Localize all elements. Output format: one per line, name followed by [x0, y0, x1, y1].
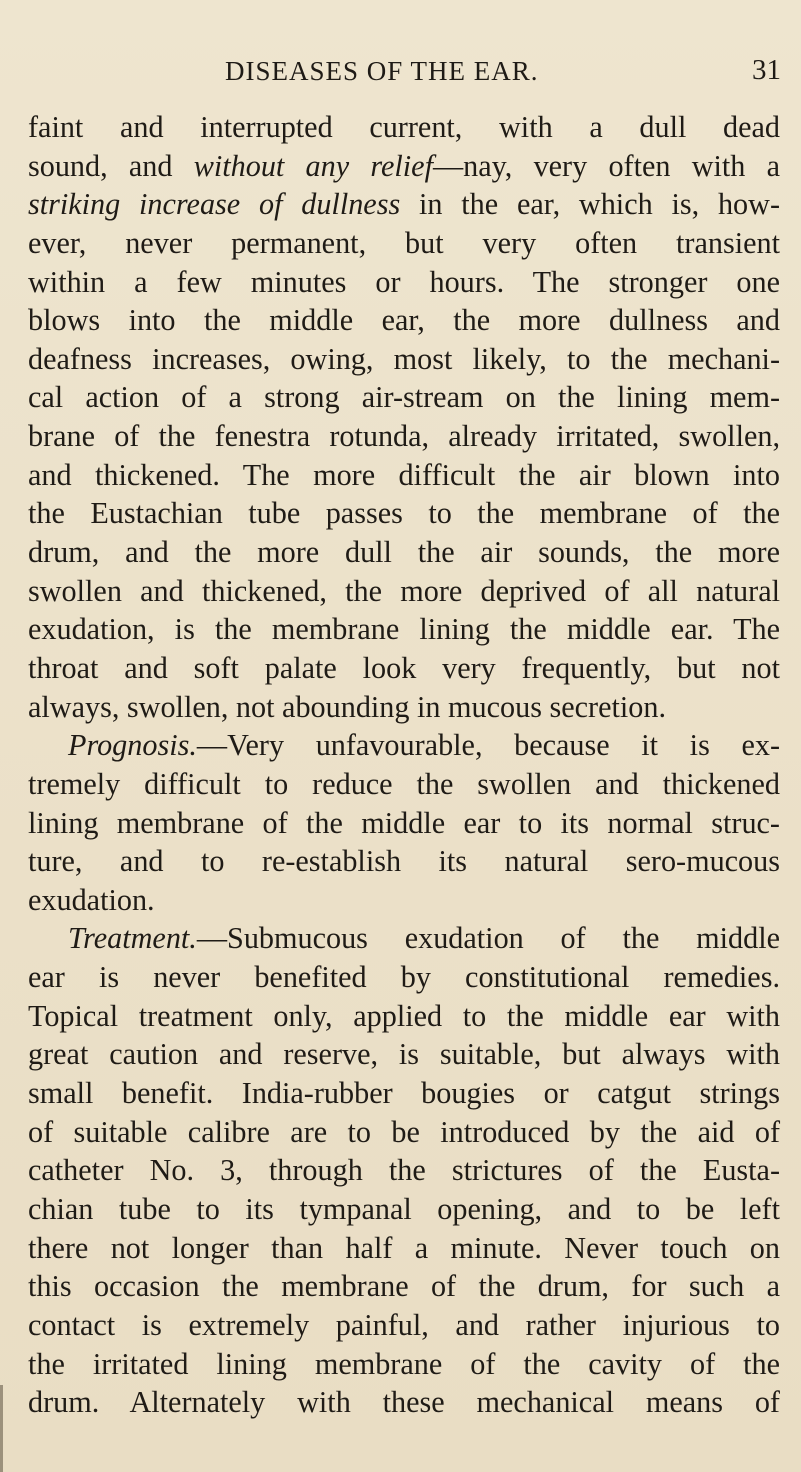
running-head: DISEASES OF THE EAR. — [225, 56, 539, 86]
italic-phrase: without any relief — [193, 148, 433, 183]
text-line: blows into the middle ear, the more dullness and — [28, 303, 780, 338]
text-line: small benefit. India-rubber bougies or catgut strings — [28, 1076, 780, 1111]
text-line: cal action of a strong air-stream on the lining mem- — [28, 380, 780, 415]
text-line: there not longer than half a minute. Never touch on — [28, 1230, 780, 1265]
text-line: tremely difficult to reduce the swollen and thickened — [28, 766, 780, 801]
text-line: sound, and without any relief—nay, very often with a — [28, 148, 781, 183]
text-line: deafness increases, owing, most likely, to the mechani- — [28, 341, 780, 376]
text-line: faint and interrupted current, with a dull dead — [28, 110, 780, 144]
prognosis-heading: Prognosis. — [68, 728, 197, 763]
page-number: 31 — [752, 54, 781, 86]
text-line: striking increase of dullness in the ear, which is, how- — [28, 187, 780, 222]
text-line: Topical treatment only, applied to the middle ear with — [28, 998, 780, 1033]
text-line: throat and soft palate look very frequently, but not — [28, 650, 780, 685]
text-line: lining membrane of the middle ear to its normal struc- — [28, 805, 780, 840]
text-line: ture, and to re-establish its natural sero-mucous — [28, 844, 780, 879]
italic-phrase: striking increase of dullness — [28, 187, 401, 222]
text-line: drum, and the more dull the air sounds, the more — [28, 535, 780, 570]
page-header — [0, 56, 801, 96]
text-line: contact is extremely painful, and rather injurious to — [28, 1307, 780, 1342]
text-line: within a few minutes or hours. The stronger one — [28, 264, 780, 299]
text-line: brane of the fenestra rotunda, already irritated, swollen, — [28, 419, 780, 454]
text-line: great caution and reserve, is suitable, but always with — [28, 1037, 780, 1072]
text-line: the Eustachian tube passes to the membrane of the — [28, 496, 780, 531]
text-line: this occasion the membrane of the drum, for such a — [28, 1269, 780, 1304]
treatment-heading: Treatment. — [68, 921, 197, 956]
text-line: chian tube to its tympanal opening, and to be left — [28, 1191, 780, 1226]
text-line: of suitable calibre are to be introduced by the aid of — [28, 1114, 780, 1149]
text-line: and thickened. The more difficult the air blown into — [28, 457, 780, 492]
text-line: the irritated lining membrane of the cavity of the — [28, 1346, 780, 1381]
text-line: catheter No. 3, through the strictures of the Eusta- — [28, 1153, 780, 1188]
text-line: always, swollen, not abounding in mucous secretion. — [28, 689, 667, 724]
text-line: swollen and thickened, the more deprived of all natural — [28, 573, 780, 608]
page-edge-shadow — [0, 1385, 3, 1472]
prognosis-heading-line: Prognosis.—Very unfavourable, because it is ex- — [68, 728, 780, 763]
text-line: exudation, is the membrane lining the middle ear. The — [28, 612, 780, 647]
text-line: drum. Alternately with these mechanical means of — [28, 1385, 780, 1420]
treatment-heading-line: Treatment.—Submucous exudation of the middle — [68, 921, 780, 956]
text-line: ever, never permanent, but very often transient — [28, 225, 780, 260]
text-line: exudation. — [28, 882, 155, 917]
body-text — [28, 108, 780, 1422]
text-line: ear is never benefited by constitutional remedies. — [28, 960, 780, 995]
